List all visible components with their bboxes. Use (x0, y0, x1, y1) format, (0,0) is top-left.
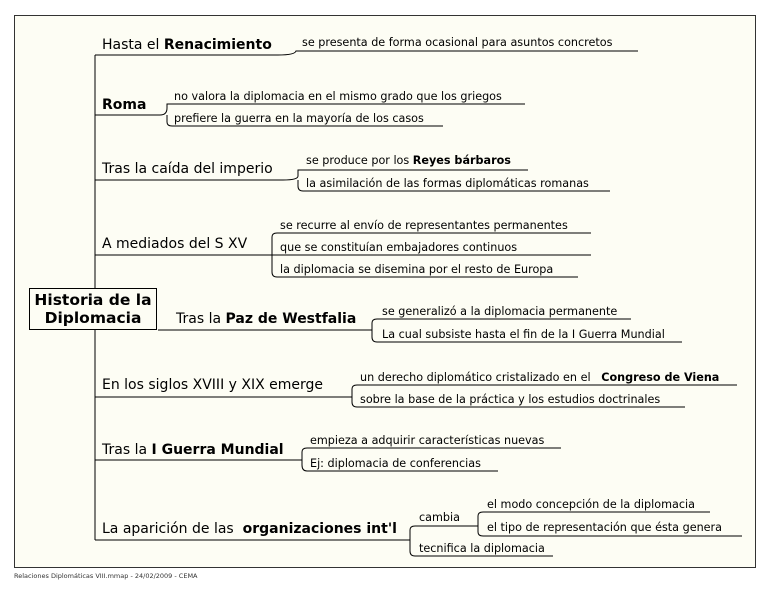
leaf-item: Ej: diplomacia de conferencias (310, 457, 481, 470)
branch-prefix: Hasta el (102, 37, 160, 53)
branch-organizaciones (102, 522, 397, 536)
branch-siglos-xviii-xix: En los siglos XVIII y XIX emerge (102, 377, 324, 393)
central-topic-line-1: Historia de la (34, 291, 152, 309)
leaf-item: se recurre al envío de representantes permanentes (280, 219, 568, 232)
leaf-keyword: Congreso de Viena (601, 371, 720, 384)
branch-keyword: Renacimiento (163, 37, 272, 53)
leaf-item: se generalizó a la diplomacia permanente (382, 305, 618, 318)
footer-caption: Relaciones Diplomáticas VIII.mmap - 24/02/2009 - CEMA (14, 572, 198, 580)
leaf-item: no valora la diplomacia en el mismo grado que los griegos (174, 90, 502, 103)
central-topic (29, 288, 157, 330)
leaf-item: se presenta de forma ocasional para asuntos concretos (302, 36, 613, 49)
leaf-item: la diplomacia se disemina por el resto de Europa (280, 263, 554, 276)
leaf-item: prefiere la guerra en la mayoría de los casos (174, 112, 424, 125)
branch-prefix: Tras la (102, 442, 148, 458)
branch-prefix: La aparición de las (102, 521, 234, 537)
branch-renacimiento (102, 38, 272, 52)
branch-caida-imperio: Tras la caída del imperio (102, 161, 273, 177)
leaf-prefix: se produce por los (306, 154, 410, 167)
leaf-prefix: un derecho diplomático cristalizado en el (360, 371, 591, 384)
central-topic-line-2: Diplomacia (44, 309, 142, 327)
branch-prefix: Tras la (176, 311, 222, 327)
leaf-item (360, 372, 719, 383)
leaf-item: que se constituían embajadores continuos (280, 241, 518, 254)
branch-westfalia (176, 312, 356, 326)
leaf-item: empieza a adquirir características nuevas (310, 434, 545, 447)
leaf-item: el modo concepción de la diplomacia (487, 498, 695, 511)
branch-keyword: organizaciones int'l (242, 521, 397, 537)
branch-keyword: Paz de Westfalia (225, 311, 357, 327)
leaf-item: la asimilación de las formas diplomáticas romanas (306, 177, 589, 190)
branch-s-xv: A mediados del S XV (102, 236, 248, 252)
branch-keyword: I Guerra Mundial (151, 442, 284, 458)
leaf-item: tecnifica la diplomacia (419, 542, 545, 555)
leaf-item: el tipo de representación que ésta genera (487, 521, 723, 534)
leaf-item: sobre la base de la práctica y los estudios doctrinales (360, 393, 661, 406)
leaf-item-cambia: cambia (419, 511, 460, 524)
branch-i-guerra-mundial (102, 443, 284, 457)
leaf-keyword: Reyes bárbaros (412, 154, 511, 167)
leaf-item (306, 155, 511, 166)
leaf-item: La cual subsiste hasta el fin de la I Guerra Mundial (382, 328, 665, 341)
branch-roma: Roma (102, 97, 147, 113)
